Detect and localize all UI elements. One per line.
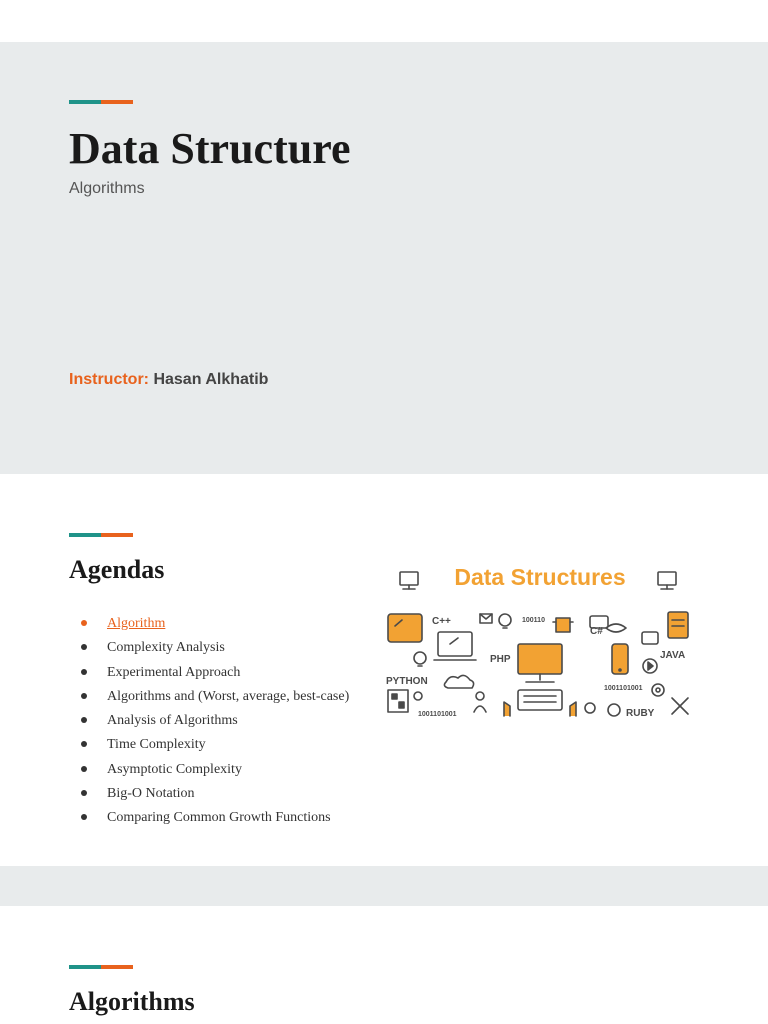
bullet-icon (81, 620, 87, 626)
label-csharp: C# (590, 626, 603, 637)
algorithms-accent-bar (69, 965, 133, 969)
bullet-icon (81, 644, 87, 650)
gear-icon (652, 684, 664, 696)
data-structures-illustration (362, 548, 718, 738)
title-accent-bar (69, 100, 133, 104)
instructor-line (69, 371, 268, 389)
tablet-icon (388, 614, 422, 642)
deck-title: Data Structure (69, 124, 351, 173)
lightbulb-icon (608, 704, 620, 716)
agenda-item: Big-O Notation (79, 782, 349, 806)
agenda-item: Asymptotic Complexity (79, 758, 349, 782)
bullet-icon (81, 693, 87, 699)
label-binary-3: 1001101001 (418, 711, 457, 718)
qr-icon (388, 690, 408, 712)
lightbulb-icon (499, 614, 511, 628)
label-cpp: C++ (432, 616, 451, 627)
algorithms-title: Algorithms (69, 987, 195, 1016)
agenda-item: Comparing Common Growth Functions (79, 806, 349, 830)
envelope-icon (480, 614, 492, 623)
bullet-icon (81, 790, 87, 796)
person-icon (474, 692, 486, 712)
title-slide (0, 42, 768, 474)
label-binary-2: 1001101001 (604, 685, 643, 692)
cloud-icon (444, 675, 473, 688)
agenda-item: Algorithms and (Worst, average, best-case) (79, 685, 349, 709)
bullet-icon (81, 766, 87, 772)
agenda-list (79, 612, 349, 831)
agenda-item: Complexity Analysis (79, 636, 349, 660)
agenda-item: Time Complexity (79, 733, 349, 757)
keyboard-icon (518, 690, 562, 710)
play-icon (643, 659, 657, 673)
monitor-icon (658, 572, 676, 589)
deck-subtitle: Algorithms (69, 180, 145, 197)
label-ruby: RUBY (626, 708, 655, 719)
gear-icon (414, 692, 422, 700)
lightbulb-icon (414, 652, 426, 666)
instructor-name: Hasan Alkhatib (153, 371, 269, 388)
chip-icon (553, 618, 573, 632)
document-icon (668, 612, 688, 638)
hand-icon (504, 702, 576, 716)
slide-separator (0, 866, 768, 906)
bullet-icon (81, 741, 87, 747)
agenda-title: Agendas (69, 555, 165, 584)
laptop-icon (434, 632, 476, 660)
monitor-icon (518, 644, 562, 682)
bullet-icon (81, 717, 87, 723)
illustration-icons (362, 548, 718, 738)
agenda-item: Analysis of Algorithms (79, 709, 349, 733)
tools-icon (672, 698, 688, 714)
phone-icon (612, 644, 628, 674)
gear-icon (585, 703, 595, 713)
agenda-item-algorithm[interactable]: Algorithm (79, 612, 349, 636)
instructor-label: Instructor: (69, 371, 149, 388)
agenda-accent-bar (69, 533, 133, 537)
bullet-icon (81, 669, 87, 675)
label-php: PHP (490, 654, 511, 665)
illustration-title: Data Structures (454, 564, 626, 590)
monitor-icon (400, 572, 418, 589)
eye-icon (606, 624, 626, 632)
label-binary-1: 100110 (522, 617, 545, 624)
label-java: JAVA (660, 650, 686, 661)
label-python: PYTHON (386, 676, 428, 687)
agenda-item: Experimental Approach (79, 661, 349, 685)
bullet-icon (81, 814, 87, 820)
